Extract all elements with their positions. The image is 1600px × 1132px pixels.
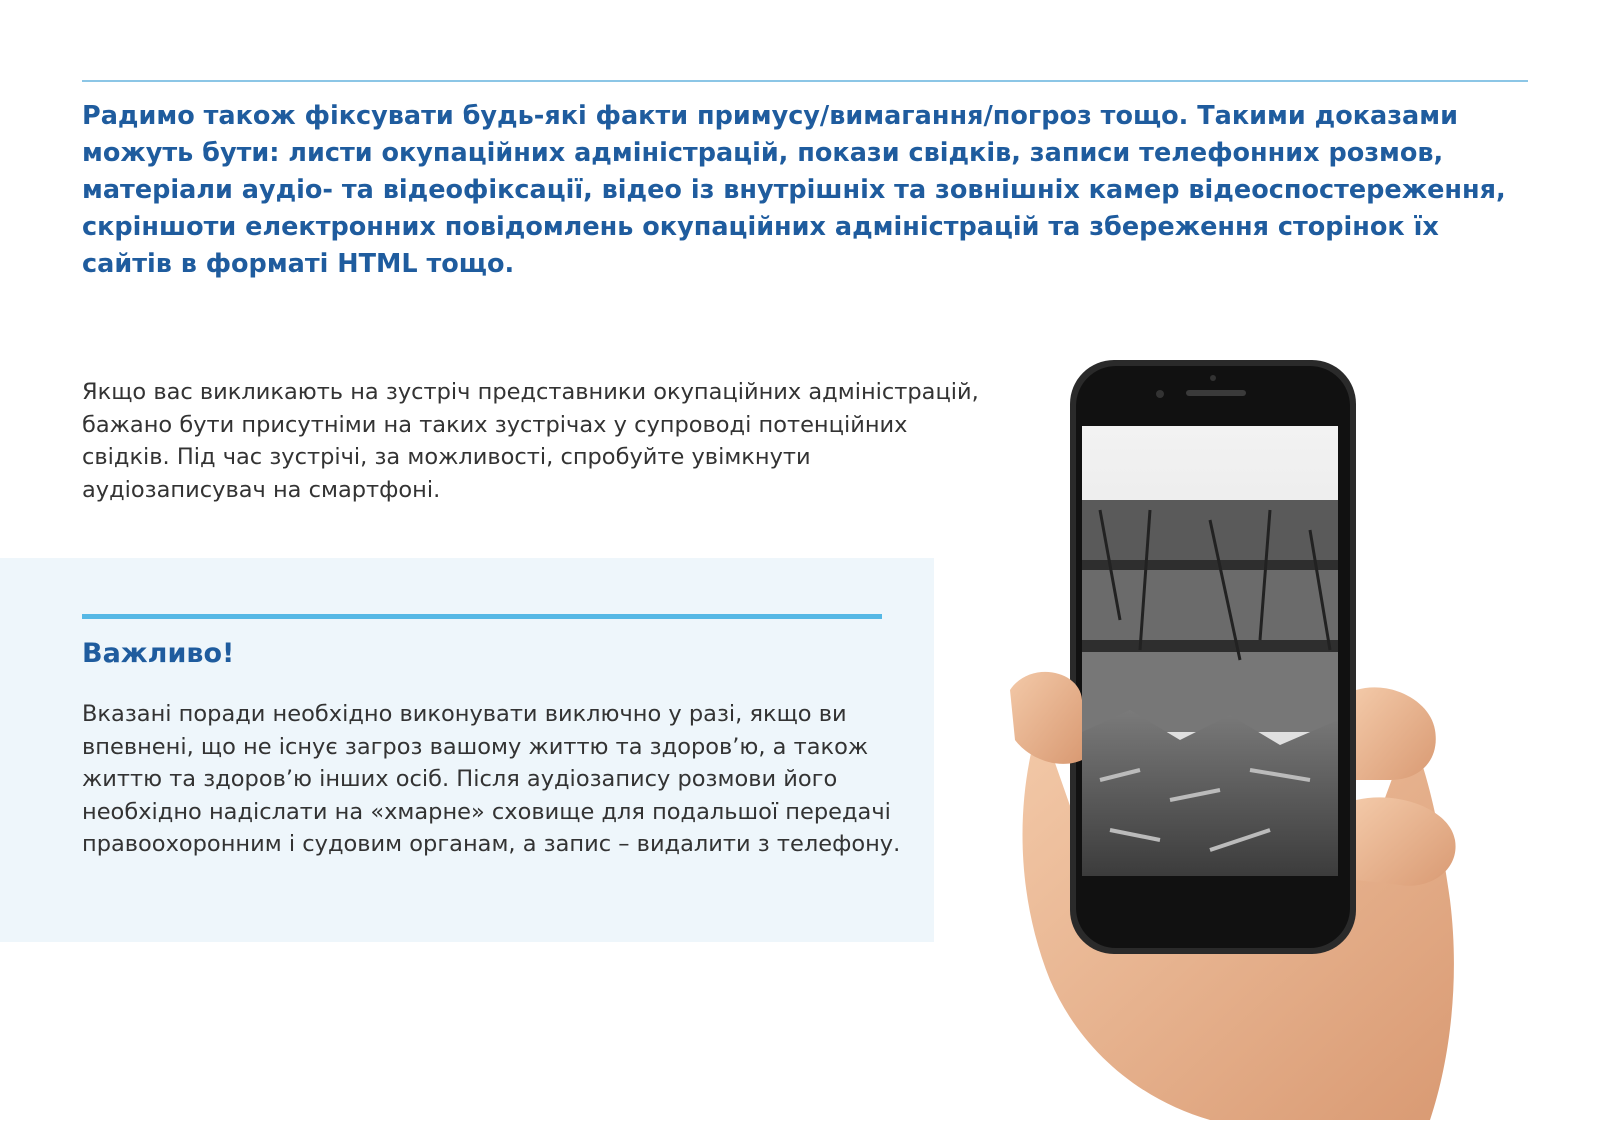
- phone-illustration: [1010, 360, 1510, 1120]
- advice-paragraph: Якщо вас викликають на зустріч представники окупаційних адміністрацій, бажано бути присутніми на таких зустрічах у супроводі потенційних свідків. Під час зустрічі, за можливості, спробуйте увімкнути аудіозаписувач на смартфоні.: [82, 379, 979, 503]
- intro-paragraph: Радимо також фіксувати будь-які факти примусу/вимагання/погроз тощо. Такими доказами можуть бути: листи окупаційних адміністрацій, покази свідків, записи телефонних розмов, матеріали аудіо- та відеофіксації, відео із внутрішніх та зовнішніх камер відеоспостереження, скріншоти електронних повідомлень окупаційних адміністрацій та збереження сторінок їх сайтів в форматі HTML тощо.: [82, 101, 1506, 279]
- important-paragraph: Вказані поради необхідно виконувати виключно у разі, якщо ви впевнені, що не існує загроз вашому життю та здоров’ю, а також життю та здоров’ю інших осіб. Після аудіозапису розмови його необхідно надіслати на «хмарне» сховище для подальшої передачі правоохоронним і судовим органам, а запис – видалити з телефону.: [82, 701, 901, 857]
- hand-holding-smartphone-icon: [1010, 360, 1510, 1125]
- top-divider: [82, 80, 1528, 82]
- important-title: Важливо!: [82, 638, 235, 669]
- important-divider: [82, 614, 882, 619]
- important-panel: [0, 558, 934, 942]
